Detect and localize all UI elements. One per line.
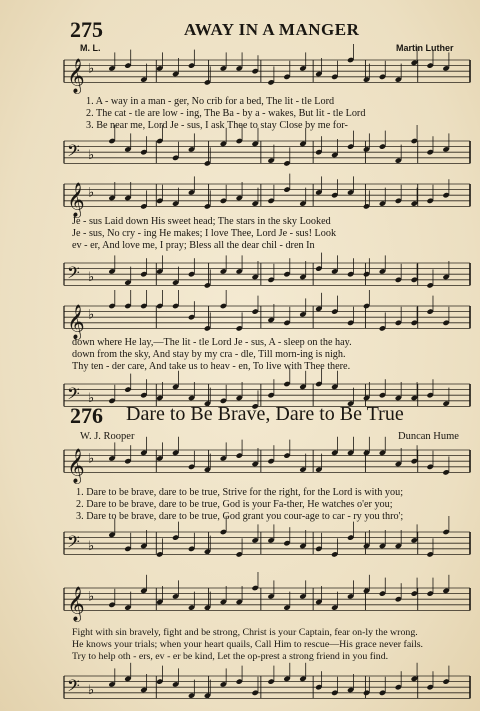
flat-icon: ♭: [88, 589, 95, 605]
lyric-line: Try to help oth - ers, ev - er be kind, Let the op-prest a strong friend in you find.: [72, 651, 389, 662]
hymn-title: AWAY IN A MANGER: [184, 20, 360, 39]
bass-clef-icon: 𝄢: [67, 262, 80, 287]
bass-clef-icon: 𝄢: [67, 675, 80, 700]
flat-icon: ♭: [88, 269, 95, 285]
lyric-line: 3. Dare to be brave, dare to be true, God grant you cour-age to car - ry you thro';: [76, 511, 404, 522]
lyric-line: 1. Dare to be brave, dare to be true, Strive for the right, for the Lord is with you;: [76, 487, 404, 498]
music-staff: [0, 52, 480, 96]
lyric-line: 2. The cat - tle are low - ing, The Ba - by a - wakes, But lit - tle Lord: [86, 108, 366, 119]
flat-icon: ♭: [88, 61, 95, 77]
lyric-line: Fight with sin bravely, fight and be strong, Christ is your Captain, fear on-ly the wrong.: [72, 627, 418, 638]
flat-icon: ♭: [88, 451, 95, 467]
bass-clef-icon: 𝄢: [67, 531, 80, 556]
music-credit: Martin Luther: [396, 43, 454, 53]
lyric-line: 2. Dare to be brave, dare to be true, God is your Fa-ther, He watches o'er you;: [76, 499, 393, 510]
lyric-line: 1. A - way in a man - ger, No crib for a bed, The lit - tle Lord: [86, 96, 335, 107]
music-staff: [0, 524, 480, 568]
lyric-line: Je - sus Laid down His sweet head; The stars in the sky Looked: [72, 216, 331, 227]
lyric-line: Thy ten - der care, And take us to heav - en, To live with Thee there.: [72, 361, 351, 372]
flat-icon: ♭: [88, 307, 95, 323]
flat-icon: ♭: [88, 185, 95, 201]
lyric-line: down where He lay,—The lit - tle Lord Je - sus, A - sleep on the hay.: [72, 337, 352, 348]
treble-clef-icon: 𝄞: [67, 304, 85, 340]
music-staff: [0, 176, 480, 220]
words-credit: M. L.: [80, 43, 101, 53]
flat-icon: ♭: [88, 682, 95, 698]
music-staff: [0, 442, 480, 486]
treble-clef-icon: 𝄞: [67, 58, 85, 94]
music-staff: [0, 580, 480, 624]
lyric-line: ev - er, And love me, I pray; Bless all the dear chil - dren In: [72, 240, 315, 251]
words-credit: W. J. Rooper: [80, 431, 135, 442]
music-staff: [0, 298, 480, 342]
lyric-line: Je - sus, No cry - ing He makes; I love Thee, Lord Je - sus! Look: [72, 228, 337, 239]
treble-clef-icon: 𝄞: [67, 586, 85, 622]
music-staff: [0, 133, 480, 173]
music-staff: [0, 255, 480, 295]
flat-icon: ♭: [88, 538, 95, 554]
lyric-line: He knows your trials; when your heart quails, Call Him to rescue—His grace never fails.: [72, 639, 424, 650]
lyric-line: down from the sky, And stay by my cra - dle, Till morn-ing is nigh.: [72, 349, 346, 360]
lyric-line: 3. Be near me, Lord Je - sus, I ask Thee to stay Close by me for-: [86, 120, 348, 131]
music-credit: Duncan Hume: [398, 431, 459, 442]
flat-icon: ♭: [88, 390, 95, 406]
hymn-number: 276: [70, 403, 103, 428]
hymn-number: 275: [70, 17, 103, 42]
bass-clef-icon: 𝄢: [67, 140, 80, 165]
hymn-title: Dare to Be Brave, Dare to Be True: [126, 403, 404, 425]
music-staff: [0, 668, 480, 708]
treble-clef-icon: 𝄞: [67, 182, 85, 218]
bass-clef-icon: 𝄢: [67, 383, 80, 408]
flat-icon: ♭: [88, 147, 95, 163]
treble-clef-icon: 𝄞: [67, 448, 85, 484]
